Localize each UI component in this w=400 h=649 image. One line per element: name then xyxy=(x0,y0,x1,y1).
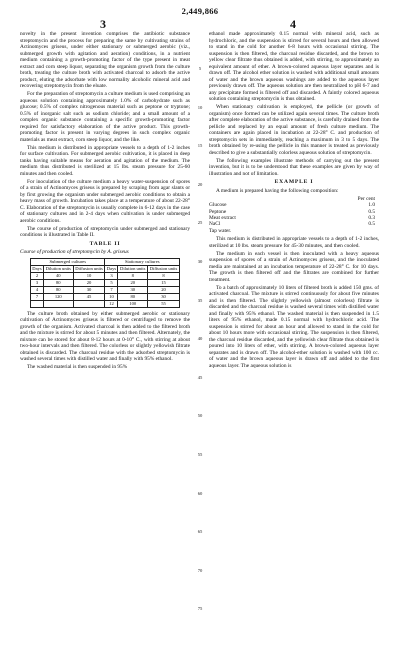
line-number: 40 xyxy=(197,336,203,342)
ingredient-value: 0.5 xyxy=(368,221,375,228)
paragraph: When stationary cultivation is employed, the pellicle (or growth of organism) once formed can be utilized again several times. The culture broth after complete elaboration of the active substance, is carefully drained from the pellicle and replaced by an equal amount of fresh culture medium. The containers are again placed in incubation at 22-28° C. and production of streptomycin sets in immediately, reaching a maximum in 3 to 5 days. The broth obtained by re-using the pellicle in this manner is treated as previously described to give a substantially colorless aqueous solution of streptomycin. xyxy=(209,104,379,156)
paragraph: This medium is distributed in appropriate vessels to a depth of 1-2 inches for surface cultivation. For submerged aerobic cultivation, it is placed in deep tanks having suitable means for aeration and agitation of the medium. The medium thus distributed is sterilized at 15 lbs. steam pressure for 25-60 minutes and then cooled. xyxy=(20,144,190,177)
table-cell: 80 xyxy=(43,286,73,293)
line-number: 20 xyxy=(197,181,203,187)
line-number: 65 xyxy=(197,529,203,535)
composition-row xyxy=(209,228,375,234)
table-cell: 3 xyxy=(31,279,44,286)
line-number: 30 xyxy=(197,259,203,264)
table-cell: 20 xyxy=(73,279,105,286)
line-number: 75 xyxy=(197,606,203,612)
table-cell: 20 xyxy=(148,286,180,293)
table-group-header: Submerged cultures xyxy=(31,258,105,265)
table-cell: 7 xyxy=(31,293,44,300)
paragraph: This medium is distributed in appropriate vessels to a depth of 1-2 inches, sterilized at 10 lbs. steam pressure for 45-30 minutes, and then cooled. xyxy=(209,236,379,249)
paragraph: The course of production of streptomycin under submerged and stationary conditions is illustrated in Table II. xyxy=(20,225,190,239)
composition-table xyxy=(209,196,375,234)
table-row xyxy=(31,272,180,279)
table-header: Days xyxy=(32,266,42,272)
paragraph: ethanol made approximately 0.15 normal with mineral acid, such as hydrochloric, and the suspension is stirred for several hours and then allowed to stand in the cold for another 6-8 hours with occasional stirring. The suspension is then filtered, the charcoal residue discarded, and the brown to yellow clear filtrate thus obtained is added, with stirring, to approximately an equivalent amount of ether. A brown-colored aqueous layer separates and is drawn off. The alcohol ether solution is washed with additional small amounts of water and the brown aqueous washings are added to the aqueous layer previously drawn off. The aqueous solution are then neutralized to pH 6-7 and any precipitate formed is filtered off and discarded. A faintly colored aqueous solution containing streptomycin is thus obtained. xyxy=(209,31,379,102)
production-table xyxy=(30,258,180,308)
line-number: 45 xyxy=(197,374,203,380)
paragraph: novelty in the present invention comprises the antibiotic substance streptomycin and the process for preparing the same by cultivating strains of Actinomyces griseus, under either stationary or submerged aerobic (viz., submerged growth with agitation and aeration) conditions, in a nutrient medium containing a growth-promoting factor of the type present in meat extract and corn steep liquor, separating the organism growth from the culture broth, treating the culture broth with activated charcoal to adsorb the active product, eluting the adsorbate with low normality alcoholic mineral acid and recovering streptomycin from the eluate. xyxy=(20,31,190,89)
table-cell: 80 xyxy=(118,293,148,300)
column-number-right: 4 xyxy=(290,17,296,31)
table-cell xyxy=(73,300,105,307)
table-cell: 15 xyxy=(148,279,180,286)
line-number: 25 xyxy=(197,220,203,226)
paragraph: To a batch of approximately 10 liters of filtered broth is added 150 gms. of activated charcoal. The mixture is stirred continuously for about five minutes and is then filtered. The slightly yellowish (almost colorless) filtrate is discarded and the charcoal residue is washed several times with distilled water and finally with 95% ethanol. The washed material is then suspended in 1.5 liters of 95% ethanol, made 0.15 normal with hydrochloric acid. The suspension is stirred for about an hour and allowed to stand in the cold for about 10 hours more with occasional stirring. The suspension is then filtered, the charcoal residue discarded, and the yellowish clear filtrate thus obtained is poured into 10 liters of ether, with stirring. A brown-colored aqueous layer separates and is drawn off. The alcohol-ether solution is washed with 100 cc. of water and the brown aqueous layer is drawn off and added to the first aqueous layer. The aqueous solution is xyxy=(209,284,379,369)
table-header: Diffusion units xyxy=(148,265,180,272)
patent-number: 2,449,866 xyxy=(181,6,219,16)
paragraph: A medium is prepared having the following composition: xyxy=(216,187,339,194)
ingredient-value: 0.3 xyxy=(368,215,375,221)
ingredient-value xyxy=(310,228,375,234)
ingredient-value: 1.0 xyxy=(368,202,375,209)
column-number-left: 3 xyxy=(100,17,106,31)
table-row xyxy=(31,293,180,300)
table-cell: 10 xyxy=(73,272,105,279)
ingredient-name: NaCl xyxy=(209,221,221,228)
ingredient-value: 0.5 xyxy=(368,208,375,215)
table-cell: 30 xyxy=(148,293,180,300)
line-number: 15 xyxy=(197,143,203,149)
table-cell: 10 xyxy=(105,293,118,300)
table-header: Diffusion units xyxy=(73,265,105,272)
table-title: TABLE II xyxy=(89,240,121,247)
line-number: 10 xyxy=(197,104,203,110)
composition-header: Per cent xyxy=(357,195,375,202)
left-column xyxy=(20,31,190,645)
paragraph: For inoculation of the culture medium a heavy water-suspension of spores of a strain of Actinomyces griseus is prepared by scraping from agar slants or by first growing the organism under submerged aerobic conditions to obtain a heavy mass of growth. Incubation takes place at a temperature of about 22-28° C. Elaboration of the streptomycin is usually complete in 6-12 days in the case of stationary cultures and in 2-4 days when cultivation is under submerged aerobic conditions. xyxy=(20,178,190,224)
line-number: 50 xyxy=(197,413,203,419)
ingredient-name: Tap water. xyxy=(209,227,232,234)
table-row xyxy=(31,286,180,293)
paragraph: The culture broth obtained by either submerged aerobic or stationary cultivation of Actinomyces griseus is filtered or centrifuged to remove the growth of the organism. Activated charcoal is then added to the filtered broth and the mixture is stirred for about 5 minutes and then filtered. Alternately, the mixture can be stored for about 8-12 hours at 0-10° C., with stirring at about two-hour intervals and then filtered. The colorless or slightly yellowish filtrate obtained is discarded. The charcoal residue with the adsorbed streptomycin is washed several times with distilled water and finally with 95% ethanol. xyxy=(20,310,190,363)
table-cell: 30 xyxy=(73,286,105,293)
table-cell xyxy=(31,300,44,307)
table-cell: 3 xyxy=(105,272,118,279)
paragraph: For the preparation of streptomycin a culture medium is used comprising an aqueous solution containing approximately 1.0% of carbohydrate such as glucose; 0.5% of complex nitrogenous material such as peptone or tryptone; 0.5% of inorganic salt such as sodium chloride; and a small amount of a complex organic substance containing a specific growth-promoting factor required for satisfactory elaboration of the active product. This growth-promoting factor is present in varying degrees in such complex organic materials as meat extract, corn steep liquor, and the like. xyxy=(20,91,190,143)
table-cell: 8 xyxy=(118,272,148,279)
table-cell: 20 xyxy=(118,279,148,286)
table-cell: 5 xyxy=(105,279,118,286)
table-cell: 120 xyxy=(43,293,73,300)
line-number: 70 xyxy=(197,567,203,573)
paragraph: The medium in each vessel is then inoculated with a heavy aqueous suspension of spores of a strain of Actinomyces griseus, and the inoculated media are maintained at an incubation temperature of 22-28° C. for 10 days. The growth is then filtered off and the filtrates are combined for further treatment. xyxy=(209,250,379,283)
table-cell: 8 xyxy=(148,272,180,279)
paragraph: The following examples illustrate methods of carrying out the present invention, but it is to be understood that these examples are given by way of illustration and not of limitation. xyxy=(209,157,379,177)
table-cell: 30 xyxy=(118,286,148,293)
line-number: 5 xyxy=(198,66,202,71)
table-header: Dilution units xyxy=(118,265,148,272)
table-cell: 55 xyxy=(148,300,180,307)
line-number: 35 xyxy=(197,297,203,303)
table-row xyxy=(31,279,180,286)
table-cell: 45 xyxy=(73,293,105,300)
ingredient-name: Glucose xyxy=(209,202,227,209)
table-caption: Course of production of streptomycin by A. griseus xyxy=(20,249,129,256)
line-number: 55 xyxy=(197,452,203,457)
paragraph: The washed material is then suspended in 95% xyxy=(27,364,128,371)
table-cell xyxy=(43,300,73,307)
table-cell: 40 xyxy=(43,272,73,279)
table-row xyxy=(31,300,180,307)
ingredient-name: Peptone xyxy=(209,208,227,215)
table-cell: 4 xyxy=(31,286,44,293)
table-cell: 80 xyxy=(43,279,73,286)
example-title: EXAMPLE I xyxy=(274,179,314,186)
ingredient-name: Meat extract xyxy=(209,215,236,221)
line-number: 60 xyxy=(197,490,203,496)
table-header: Dilution units xyxy=(43,265,73,272)
table-cell: 100 xyxy=(118,300,148,307)
right-column xyxy=(209,31,379,645)
table-group-header: Stationary cultures xyxy=(105,258,180,265)
table-cell: 7 xyxy=(105,286,118,293)
table-cell: 12 xyxy=(105,300,118,307)
table-header: Days xyxy=(106,266,117,272)
table-cell: 2 xyxy=(31,272,44,279)
